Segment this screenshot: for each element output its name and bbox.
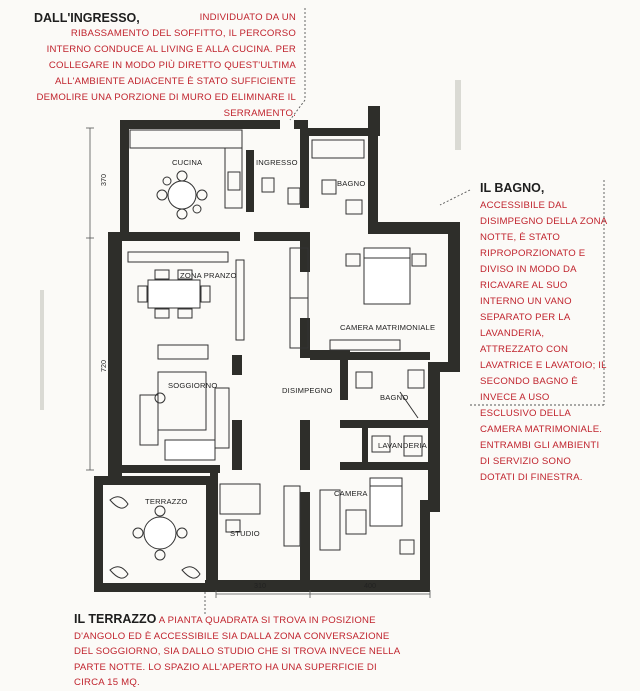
room-cucina: CUCINA [172, 158, 203, 167]
room-bagno-1: BAGNO [337, 179, 366, 188]
dim-left-top: 370 [99, 174, 108, 186]
room-ingresso: INGRESSO [256, 158, 298, 167]
note-ingresso-lead: DALL'INGRESSO, [34, 11, 140, 25]
room-terrazzo: TERRAZZO [145, 497, 188, 506]
note-terrazzo-body: A PIANTA QUADRATA SI TROVA IN POSIZIONE D'ANGOLO ED È ACCESSIBILE SIA DALLA ZONA CONVERSAZIONE DEL SOGGIORNO, SIA DALLO STUDIO CHE SI TROVA INVECE NELLA PARTE NOTTE. LO SPAZIO ALL'APERTO HA UNA SUPERFICIE DI CIRCA 15 MQ. [74, 615, 400, 688]
leader-bagno [440, 190, 470, 205]
room-camera-matrimoniale: CAMERA MATRIMONIALE [340, 323, 436, 332]
room-camera: CAMERA [334, 489, 368, 498]
note-bagno-lead: IL BAGNO, [480, 181, 545, 195]
note-bagno-body: ACCESSIBILE DAL DISIMPEGNO DELLA ZONA NOTTE, È STATO RIPROPORZIONATO E DIVISO IN MODO DA RICAVARE AL SUO INTERNO UN VANO SEPARATO PER LA LAVANDERIA, ATTREZZATO CON LAVATRICE E LAVATOIO; IL SECONDO BAGNO È INVECE A USO ESCLUSIVO DELLA CAMERA MATRIMONIALE. ENTRAMBI GLI AMBIENTI DI SERVIZIO SONO DOTATI DI FINESTRA. [480, 200, 607, 483]
room-studio: STUDIO [230, 529, 260, 538]
dim-left-mid: 720 [99, 360, 108, 372]
room-lavanderia: LAVANDERIA [378, 441, 427, 450]
walls [94, 106, 460, 592]
faint-mark [40, 290, 44, 410]
dim-bottom-right: 400 [364, 581, 376, 590]
dim-bottom-left: 310 [254, 581, 266, 590]
dimensions [86, 128, 430, 598]
room-soggiorno: SOGGIORNO [168, 381, 218, 390]
faint-mark [455, 80, 461, 150]
note-ingresso-body: INDIVIDUATO DA UN RIBASSAMENTO DEL SOFFITTO, IL PERCORSO INTERNO CONDUCE AL LIVING E ALLA CUCINA. PER COLLEGARE IN MODO PIÙ DIRETTO QUEST'ULTIMA ALL'AMBIENTE ADIACENTE È STATO SUFFICIENTE DEMOLIRE UNA PORZIONE DI MURO ED ELIMINARE IL SERRAMENTO. [36, 12, 296, 119]
leader-ingresso [290, 8, 305, 120]
room-bagno-2: BAGNO [380, 393, 409, 402]
room-disimpegno: DISIMPEGNO [282, 386, 333, 395]
room-zona-pranzo: ZONA PRANZO [180, 271, 237, 280]
note-terrazzo-lead: IL TERRAZZO [74, 612, 157, 626]
